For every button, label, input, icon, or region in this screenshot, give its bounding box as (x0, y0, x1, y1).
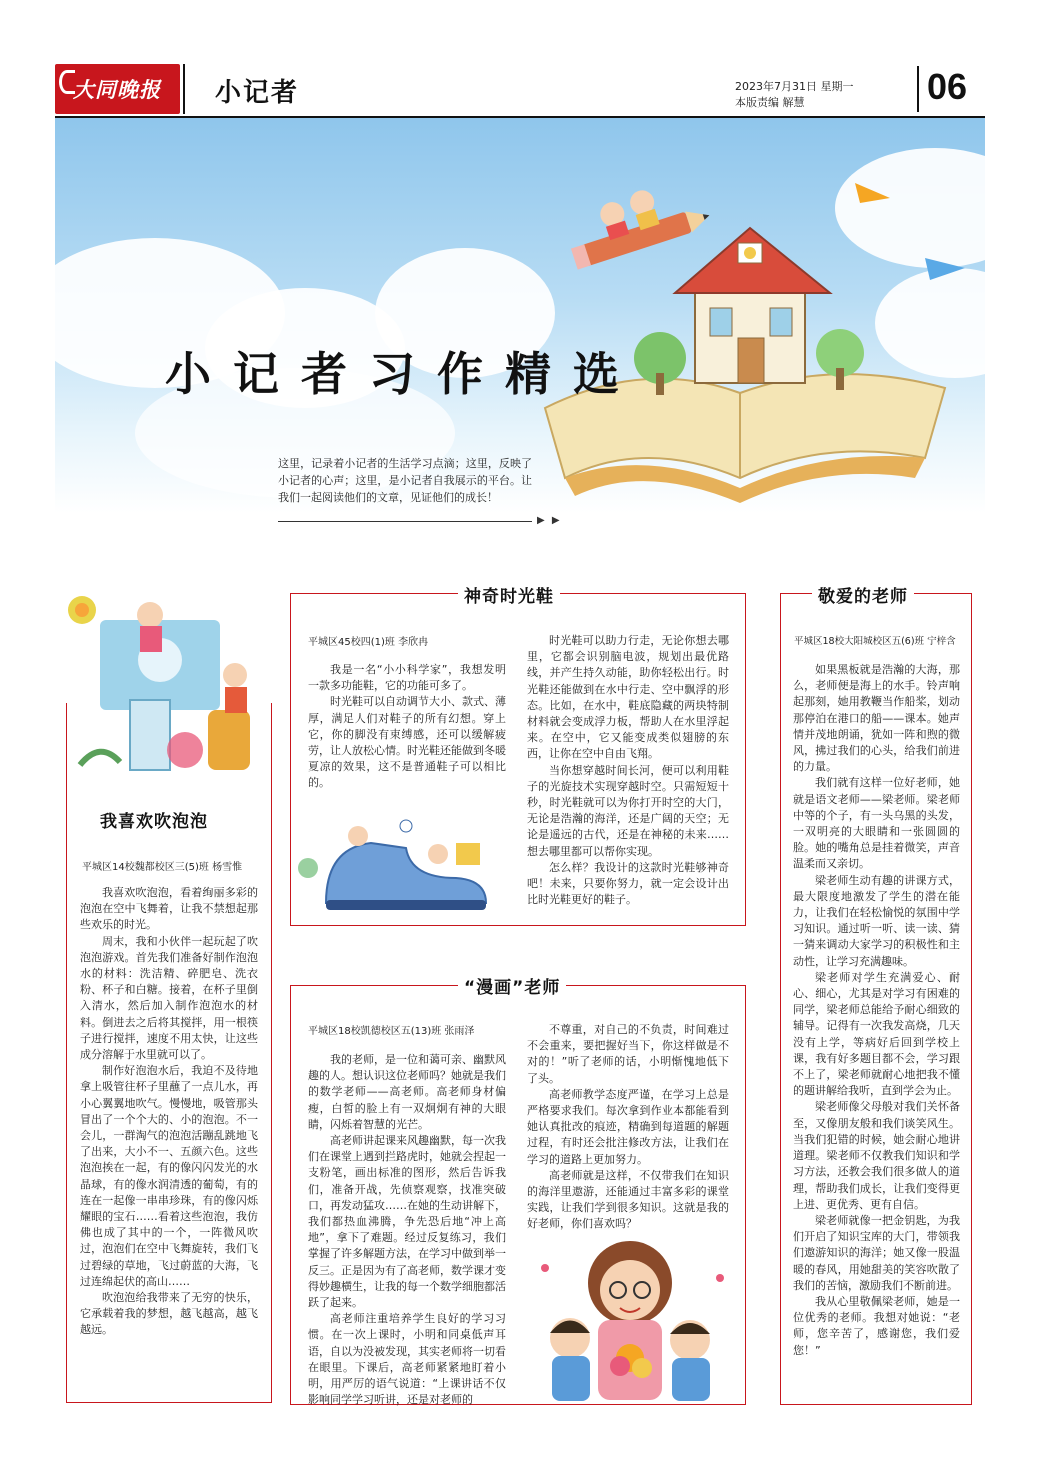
paragraph: 时光鞋可以助力行走，无论你想去哪里，它都会识别脑电波，规划出最优路线，并产生持久动能，助你轻松出行。时光鞋还能做到在水中行走、空中飘浮的形态。比如，在水中，鞋底隐藏的两块特制材料就会变成浮力板，帮助人在水里浮起来。在空中，它又能变成类似翅膀的东西，让你在空中自由飞翔。 (527, 634, 729, 761)
paragraph: 当你想穿越时间长河，便可以利用鞋子的光旋技术实现穿越时空。只需短短十秒，时光鞋就可以为你打开时空的大门，无论是浩瀚的海洋，还是广阔的天空；无论是遥远的古代，还是在神秘的未来……想去哪里都可以帮你实现。 (527, 763, 729, 858)
article-body-teacher (793, 662, 960, 1359)
paragraph: 梁老师就像一把金钥匙，为我们开启了知识宝库的大门，带领我们遨游知识的海洋；她又像一股温暖的春风，用她甜美的笑容吹散了我们的苦恼，激励我们不断前进。 (793, 1213, 960, 1292)
open-book-house-icon (505, 158, 975, 513)
paragraph: 怎么样？我设计的这款时光鞋够神奇吧！未来，只要你努力，就一定会设计出比时光鞋更好的鞋子。 (527, 860, 729, 907)
masthead-divider (183, 64, 185, 114)
paragraph: 不尊重，对自己的不负责，时间难过不会重来，要把握好当下，你这样做是不对的！”听了老师的话，小明惭愧地低下了头。 (527, 1023, 729, 1085)
paragraph: 我是一名“小小科学家”，我想发明一款多功能鞋，它的功能可多了。 (308, 663, 506, 693)
article-title-teacher: 敬爱的老师 (812, 582, 914, 607)
article-byline-comic: 平城区18校凯德校区五(13)班 张雨泽 (308, 1026, 475, 1037)
article-byline-teacher: 平城区18校大阳城校区五(6)班 宁梓含 (794, 636, 956, 647)
magic-shoe-illustration (296, 808, 501, 920)
paragraph: 高老师讲起课来风趣幽默，每一次我们在课堂上遇到拦路虎时，她就会捏起一支粉笔，画出标准的图形，然后告诉我们，准备开战，先侦察观察，找准突破口，再发动猛攻……在她的生动讲解下，我们都热血沸腾，争先恐后地“冲上高地”，拿下了难题。经过反复练习，我们掌握了许多解题方法，在学习中做到举一反三。正是因为有了高老师，数学课才变得妙趣横生，让我的每一个数学细胞都活跃了起来。 (308, 1134, 506, 1310)
teacher-students-illustration (520, 1228, 740, 1403)
banner-illustration (55, 118, 985, 513)
article-title-shoes: 神奇时光鞋 (458, 582, 560, 607)
page-number-divider (917, 66, 919, 112)
issue-date: 2023年7月31日 星期一 (735, 80, 854, 93)
paragraph: 高老师就是这样，不仅带我们在知识的海洋里遨游，还能通过丰富多彩的课堂实践，让我们学到很多知识。这就是我的好老师，你们喜欢吗？ (527, 1168, 729, 1231)
paragraph: 梁老师生动有趣的讲课方式，最大限度地激发了学生的潜在能力，让我们在轻松愉悦的氛围中学习知识。通过听一听、读一读、猜一猜来调动大家学习的积极性和主动性，让学习充满趣味。 (793, 873, 960, 968)
newspaper-logo (55, 64, 180, 114)
article-byline-bubbles: 平城区14校魏都校区三(5)班 杨雪惟 (82, 862, 243, 873)
paragraph: 梁老师像父母般对我们关怀备至，又像朋友般和我们谈笑风生。当我们犯错的时候，她会耐心地讲道理。梁老师不仅教我们知识和学习方法，还教会我们很多做人的道理，帮助我们成长，让我们变得更上进、更优秀、更有自信。 (793, 1100, 960, 1211)
paragraph: 我的老师，是一位和蔼可亲、幽默风趣的人。想认识这位老师吗？她就是我们的数学老师——高老师。高老师身材偏瘦，白皙的脸上有一双炯炯有神的大眼睛，闪烁着智慧的光芒。 (308, 1053, 506, 1131)
paragraph: 梁老师对学生充满爱心、耐心、细心，尤其是对学习有困难的同学，梁老师总能给予耐心细致的辅导。记得有一次我发高烧，几天没有上学，等病好后回到学校上课，我有好多题目都不会，学习跟不上了，梁老师就耐心地把我不懂的题讲解给我听，直到学会为止。 (793, 970, 960, 1098)
banner-intro: 这里，记录着小记者的生活学习点滴；这里，反映了小记者的心声；这里，是小记者自我展示的平台。让我们一起阅读他们的文章，见证他们的成长！ (278, 457, 532, 504)
banner-title: 小记者习作精选 (165, 347, 641, 401)
intro-arrows-icon: ▶ ▶ (537, 515, 562, 526)
article-body-comic-col1 (308, 1052, 506, 1408)
article-body-shoes-col1 (308, 662, 506, 792)
article-title-bubbles: 我喜欢吹泡泡 (94, 807, 214, 832)
article-title-comic: “漫画”老师 (458, 973, 566, 998)
paragraph: 我从心里敬佩梁老师，她是一位优秀的老师。我想对她说：“老师，您辛苦了，感谢您，我们爱您！” (793, 1294, 960, 1357)
intro-rule (278, 521, 532, 522)
paragraph: 时光鞋可以自动调节大小、款式、薄厚，满足人们对鞋子的所有幻想。穿上它，你的脚没有束缚感，还可以缓解疲劳，让人放松心情。时光鞋还能做到冬暖夏凉的效果，这不是普通鞋子可以相比的。 (308, 695, 506, 790)
paragraph: 我喜欢吹泡泡，看着绚丽多彩的泡泡在空中飞舞着，让我不禁想起那些欢乐的时光。 (80, 886, 258, 932)
paragraph: 如果黑板就是浩瀚的大海，那么，老师便是海上的水手。铃声响起那刻，她用教鞭当作船桨，划动那停泊在港口的船——课本。她声情并茂地朗诵，犹如一阵和煦的微风，拂过我们的心头，给我们前进的力量。 (793, 663, 960, 774)
paragraph: 周末，我和小伙伴一起玩起了吹泡泡游戏。首先我们准备好制作泡泡水的材料：洗洁精、碎肥皂、洗衣粉、杯子和白糖。接着，在杯子里倒入清水，然后加入制作泡泡水的材料。倒进去之后将其搅拌，用一根筷子进行搅拌，速度不用太快，让这些成分溶解于水里就可以了。 (80, 934, 258, 1062)
paragraph: 制作好泡泡水后，我迫不及待地拿上吸管往杯子里蘸了一点儿水，再小心翼翼地吹气。慢慢地，吸管那头冒出了一个个大的、小的泡泡。不一会儿，一群淘气的泡泡活蹦乱跳地飞了出来，大小不一、五颜六色。这些泡泡挨在一起，有的像闪闪发光的水晶球，有的像水润清透的葡萄，有的连在一起像一串串珍珠，有的像闪烁耀眼的宝石……看着这些泡泡，我仿佛也成了其中的一个，一阵微风吹过，泡泡们在空中飞舞旋转，我们飞过碧绿的草地，飞过蔚蓝的大海，飞过连绵起伏的高山…… (80, 1064, 258, 1288)
logo-text: 大同晚报 (73, 77, 161, 102)
page-editor: 本版责编 解慧 (735, 96, 805, 109)
paragraph: 高老师注重培养学生良好的学习习惯。在一次上课时，小明和同桌低声耳语，自以为没被发现，其实老师将一切看在眼里。下课后，高老师紧紧地盯着小明，用严厉的语气说道：“上课讲话不仅影响同学学习听讲，还是对老师的 (308, 1312, 506, 1407)
page-number: 06 (927, 66, 968, 107)
paragraph: 我们就有这样一位好老师，她就是语文老师——梁老师。梁老师中等的个子，有一头乌黑的头发，一双明亮的大眼睛和一张圆圆的脸。她的嘴角总是挂着微笑，声音温柔而又亲切。 (793, 776, 960, 871)
article-body-shoes-col2 (527, 633, 729, 908)
section-name: 小记者 (215, 78, 300, 108)
paragraph: 高老师教学态度严谨，在学习上总是严格要求我们。每次拿到作业本都能看到她认真批改的痕迹，精确到每道题的解题过程，有时还会批注修改方法，让我们在学习的道路上更加努力。 (527, 1087, 729, 1166)
article-body-bubbles (80, 885, 258, 1339)
masthead (55, 60, 985, 118)
article-body-comic-col2 (527, 1022, 729, 1233)
paragraph: 吹泡泡给我带来了无穷的快乐，它承载着我的梦想，越飞越高，越飞越远。 (80, 1291, 258, 1337)
article-byline-shoes: 平城区45校四(1)班 李欣冉 (308, 637, 429, 648)
